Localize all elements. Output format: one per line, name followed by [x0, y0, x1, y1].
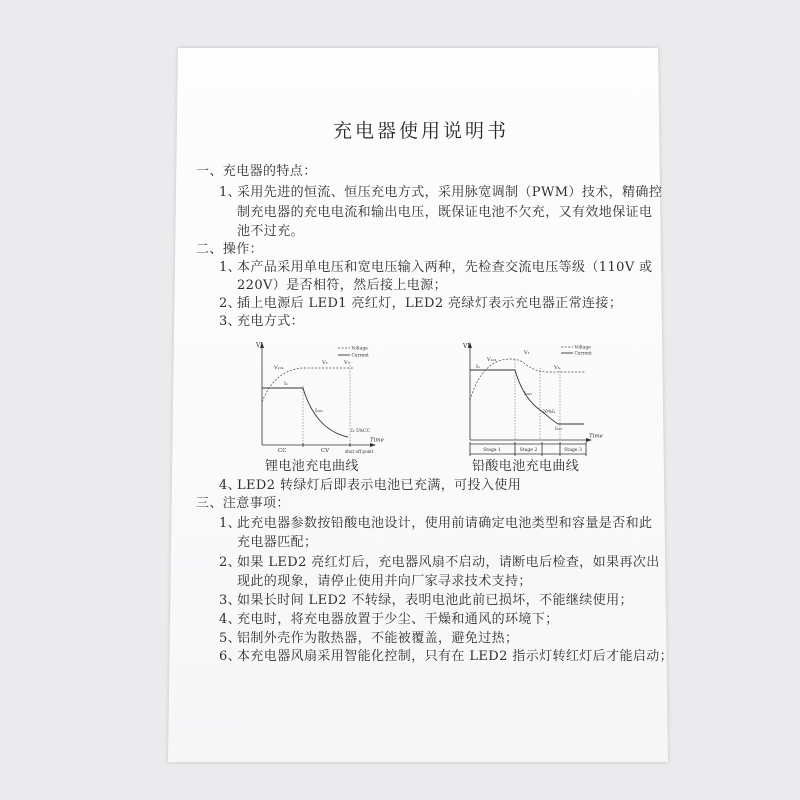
y-axis-label: VI	[463, 343, 470, 350]
item-text-line: 池不过充。	[237, 224, 305, 239]
voltage-label: V₂	[322, 360, 328, 366]
current-label: I₃₀₁	[555, 427, 563, 432]
voltage-label: V₇	[344, 360, 350, 366]
section-heading-precautions: 三、注意事项：	[196, 496, 290, 511]
item-text-line: 充电方式：	[237, 314, 305, 329]
x-axis-arrow	[370, 443, 376, 447]
item-number: 3、	[219, 593, 242, 608]
current-curve	[262, 388, 348, 437]
current-curve	[470, 370, 584, 424]
section-heading-features: 一、充电器的特点：	[196, 164, 317, 179]
voltage-label: V₁₀₁	[487, 357, 497, 363]
lead-acid-diagram-caption: 铅酸电池充电曲线	[472, 459, 580, 474]
voltage-label: V₂	[524, 350, 530, 356]
lithium-charge-diagram	[250, 338, 390, 462]
legend-voltage-label: Voltage	[351, 346, 368, 352]
item-text-line: 充电器匹配；	[237, 535, 318, 550]
item-text-line: LED2 转绿灯后即表示电池已充满，可投入使用	[237, 478, 522, 493]
lead-acid-charge-diagram	[458, 338, 608, 462]
item-text-line: 如果长时间 LED2 不转绿，表明电池此前已损坏，不能继续使用；	[237, 593, 633, 608]
item-number: 1、	[219, 516, 242, 531]
item-number: 2、	[219, 296, 242, 311]
voltage-label: V₁₀₁	[274, 365, 284, 371]
item-text-line: 采用先进的恒流、恒压充电方式，采用脉宽调制（PWM）技术，精确控	[237, 185, 663, 200]
x-axis-label: Time	[589, 433, 603, 440]
item-text-line: 220V）是否相符，然后接上电源；	[237, 278, 448, 293]
current-label: I₁	[476, 364, 480, 370]
item-text-line: 本产品采用单电压和宽电压输入两种，先检查交流电压等级（110V 或	[237, 260, 653, 275]
phase-label-cv: CV	[321, 448, 330, 454]
stage-label: Stage 1	[483, 448, 501, 453]
current-label: I₁₀₁	[315, 408, 323, 414]
voltage-curve	[262, 368, 354, 402]
item-text-line: 插上电源后 LED1 亮红灯，LED2 亮绿灯表示充电器正常连接；	[237, 296, 623, 311]
item-number: 4、	[219, 478, 242, 493]
current-label: I₂₀₁	[524, 391, 532, 397]
item-number: 1、	[219, 260, 242, 275]
item-text-line: 制充电器的充电电流和输出电压，既保证电池不欠充，又有效地保证电	[237, 205, 653, 220]
current-label: 20%I₁	[542, 410, 556, 415]
item-number: 2、	[219, 555, 242, 570]
item-text-line: 如果 LED2 亮红灯后，充电器风扇不启动，请断电后检查，如果再次出	[237, 555, 660, 570]
item-text-line: 铝制外壳作为散热器，不能被覆盖，避免过热；	[237, 631, 519, 646]
legend-current-label: Current	[351, 353, 369, 359]
stage-label: Stage 3	[564, 448, 582, 453]
x-axis-label: Time	[370, 437, 384, 444]
item-text-line: 充电时，将充电器放置于少尘、干燥和通风的环境下；	[237, 612, 559, 627]
item-text-line: 本充电器风扇采用智能化控制，只有在 LED2 指示灯转红灯后才能启动；	[237, 649, 674, 664]
shut-off-label: shut off point	[345, 449, 374, 454]
legend-voltage-label: Voltage	[574, 345, 591, 351]
item-number: 1、	[219, 185, 242, 200]
stage-label: Stage 2	[519, 448, 538, 453]
document-title: 充电器使用说明书	[333, 120, 510, 142]
item-number: 6、	[219, 649, 242, 664]
legend-current-label: Current	[574, 351, 592, 357]
section-heading-operation: 二、操作：	[196, 242, 264, 257]
phase-label-cc: CC	[278, 448, 287, 454]
item-number: 3、	[219, 314, 242, 329]
item-number: 4、	[219, 612, 242, 627]
voltage-label: V₃	[554, 365, 560, 371]
item-number: 5、	[219, 631, 242, 646]
current-label: I₁	[284, 381, 288, 387]
current-label: I₂ 5%CC	[351, 429, 371, 434]
lithium-diagram-caption: 锂电池充电曲线	[265, 459, 359, 474]
y-axis-label: VI	[256, 342, 263, 349]
item-text-line: 此充电器参数按铅酸电池设计，使用前请确定电池类型和容量是否和此	[237, 516, 653, 531]
item-text-line: 现此的现象，请停止使用并向厂家寻求技术支持；	[237, 574, 532, 589]
